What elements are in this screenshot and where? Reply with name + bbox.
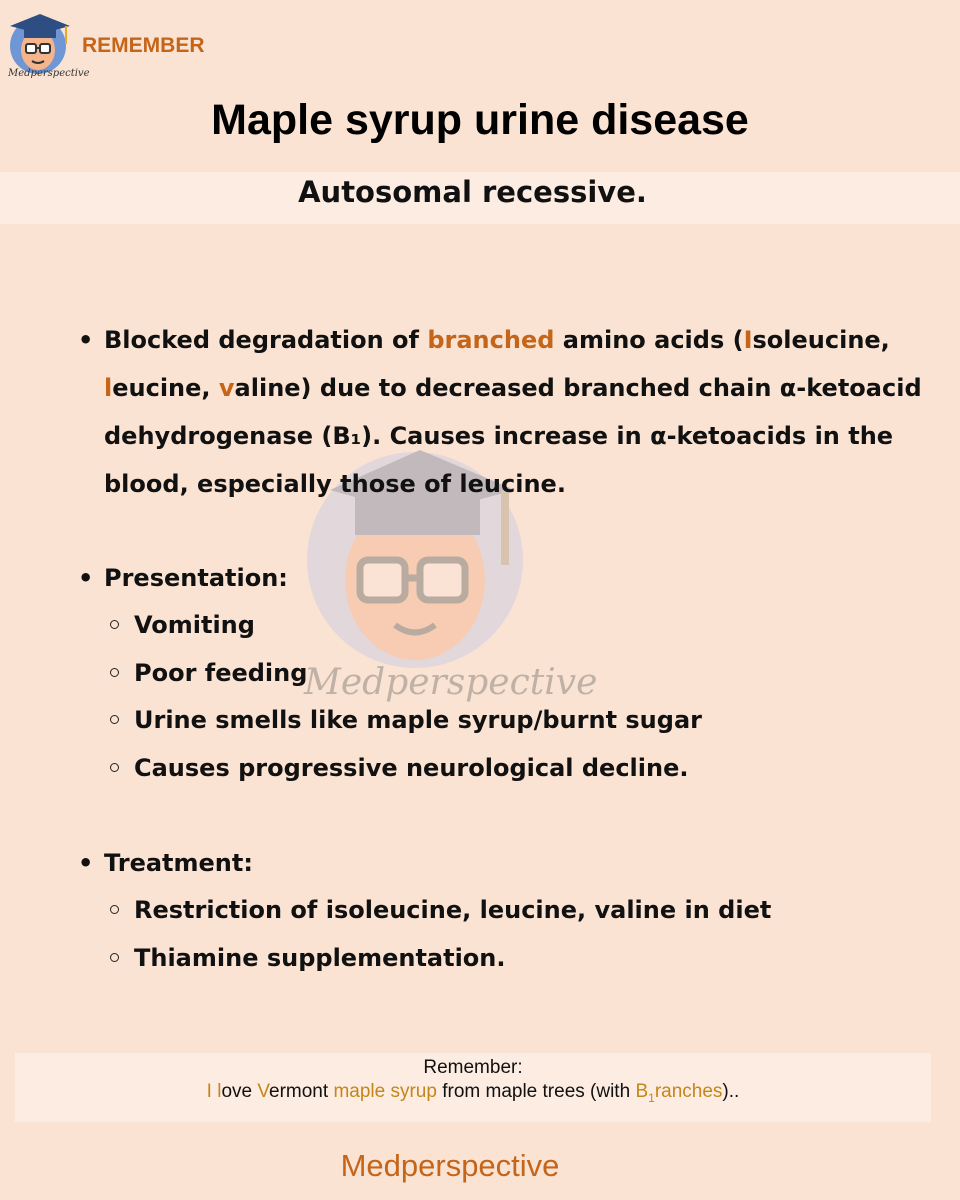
- treatment-heading: • Treatment:: [78, 839, 938, 887]
- circle-bullet-icon: [110, 763, 119, 772]
- list-item: Vomiting: [78, 602, 938, 650]
- circle-bullet-icon: [110, 620, 119, 629]
- treatment-list: [78, 887, 938, 982]
- circle-bullet-icon: [110, 905, 119, 914]
- list-item: Urine smells like maple syrup/burnt sugar: [78, 697, 938, 745]
- list-item: Restriction of isoleucine, leucine, valine in diet: [78, 887, 938, 935]
- circle-bullet-icon: [110, 715, 119, 724]
- content: [78, 316, 938, 982]
- mnemonic-box: [15, 1053, 931, 1122]
- presentation-heading: • Presentation:: [78, 554, 938, 602]
- mnemonic-text: I love Vermont maple syrup from maple trees (with $B_1ranches$)..: [206, 1081, 740, 1105]
- brand-logo: [6, 4, 90, 84]
- remember-tag: REMEMBER: [82, 34, 205, 57]
- watermark-text: Medperspective: [304, 662, 598, 703]
- footer-brand: Medperspective: [340, 1148, 560, 1183]
- mnemonic-label: Remember:: [423, 1057, 523, 1078]
- page-title: Maple syrup urine disease: [211, 96, 749, 144]
- circle-bullet-icon: [110, 668, 119, 677]
- bullet-icon: •: [78, 849, 94, 877]
- description-paragraph: • Blocked degradation of branched amino acids (Isoleucine, leucine, valine) due to decreased branched chain α-ketoacid dehydrogenase (B₁). Causes increase in α-ketoacids in the blood, especially those of leucine.: [78, 316, 938, 508]
- logo-text: Medperspective: [8, 68, 90, 79]
- list-item: Causes progressive neurological decline.: [78, 745, 938, 793]
- bullet-icon: •: [78, 326, 94, 354]
- page-subtitle: Autosomal recessive.: [298, 175, 647, 209]
- presentation-list: [78, 602, 938, 792]
- list-item: Poor feeding: [78, 650, 938, 698]
- bullet-icon: •: [78, 564, 94, 592]
- circle-bullet-icon: [110, 953, 119, 962]
- list-item: Thiamine supplementation.: [78, 935, 938, 983]
